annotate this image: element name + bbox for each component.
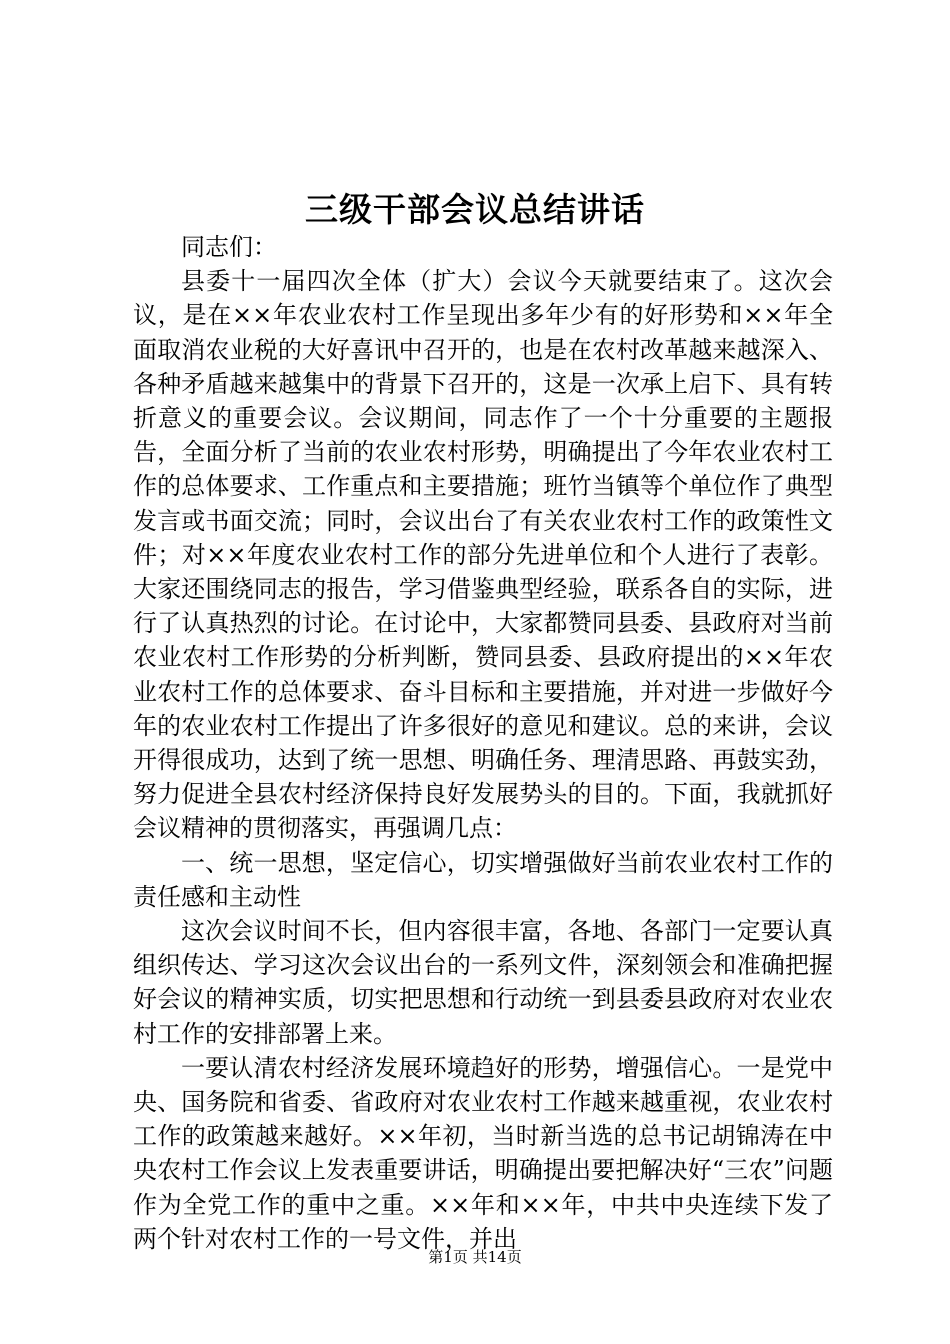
salutation-paragraph: 同志们： [181, 233, 277, 261]
document-title: 三级干部会议总结讲话 [305, 190, 645, 229]
body-paragraph: 这次会议时间不长，但内容很丰富，各地、各部门一定要认真组织传达、学习这次会议出台的一系列文件，深刻领会和准确把握好会议的精神实质，切实把思想和行动统一到县委县政府对农业农村工作的安排部署上来。 [133, 917, 833, 1048]
body-paragraph: 一要认清农村经济发展环境趋好的形势，增强信心。一是党中央、国务院和省委、省政府对农业农村工作越来越重视，农业农村工作的政策越来越好。××年初，当时新当选的总书记胡锦涛在中央农村工作会议上发表重要讲话，明确提出要把解决好“三农”问题作为全党工作的重中之重。××年和××年，中共中央连续下发了两个针对农村工作的一号文件，并出 [133, 1053, 833, 1253]
body-paragraph: 县委十一届四次全体（扩大）会议今天就要结束了。这次会议，是在××年农业农村工作呈现出多年少有的好形势和××年全面取消农业税的大好喜讯中召开的，也是在农村改革越来越深入、各种矛盾越来越集中的背景下召开的，这是一次承上启下、具有转折意义的重要会议。会议期间，同志作了一个十分重要的主题报告，全面分析了当前的农业农村形势，明确提出了今年农业农村工作的总体要求、工作重点和主要措施；班竹当镇等个单位作了典型发言或书面交流；同时，会议出台了有关农业农村工作的政策性文件；对××年度农业农村工作的部分先进单位和个人进行了表彰。大家还围绕同志的报告，学习借鉴典型经验，联系各自的实际，进行了认真热烈的讨论。在讨论中，大家都赞同县委、县政府对当前农业农村工作形势的分析判断，赞同县委、县政府提出的××年农业农村工作的总体要求、奋斗目标和主要措施，并对进一步做好今年的农业农村工作提出了许多很好的意见和建议。总的来讲，会议开得很成功，达到了统一思想、明确任务、理清思路、再鼓实劲，努力促进全县农村经济保持良好发展势头的目的。下面，我就抓好会议精神的贯彻落实，再强调几点： [133, 267, 833, 843]
page-number: 第1页 共14页 [428, 1248, 522, 1266]
document-body [133, 230, 833, 1256]
section-heading: 一、统一思想，坚定信心，切实增强做好当前农业农村工作的责任感和主动性 [133, 848, 833, 911]
